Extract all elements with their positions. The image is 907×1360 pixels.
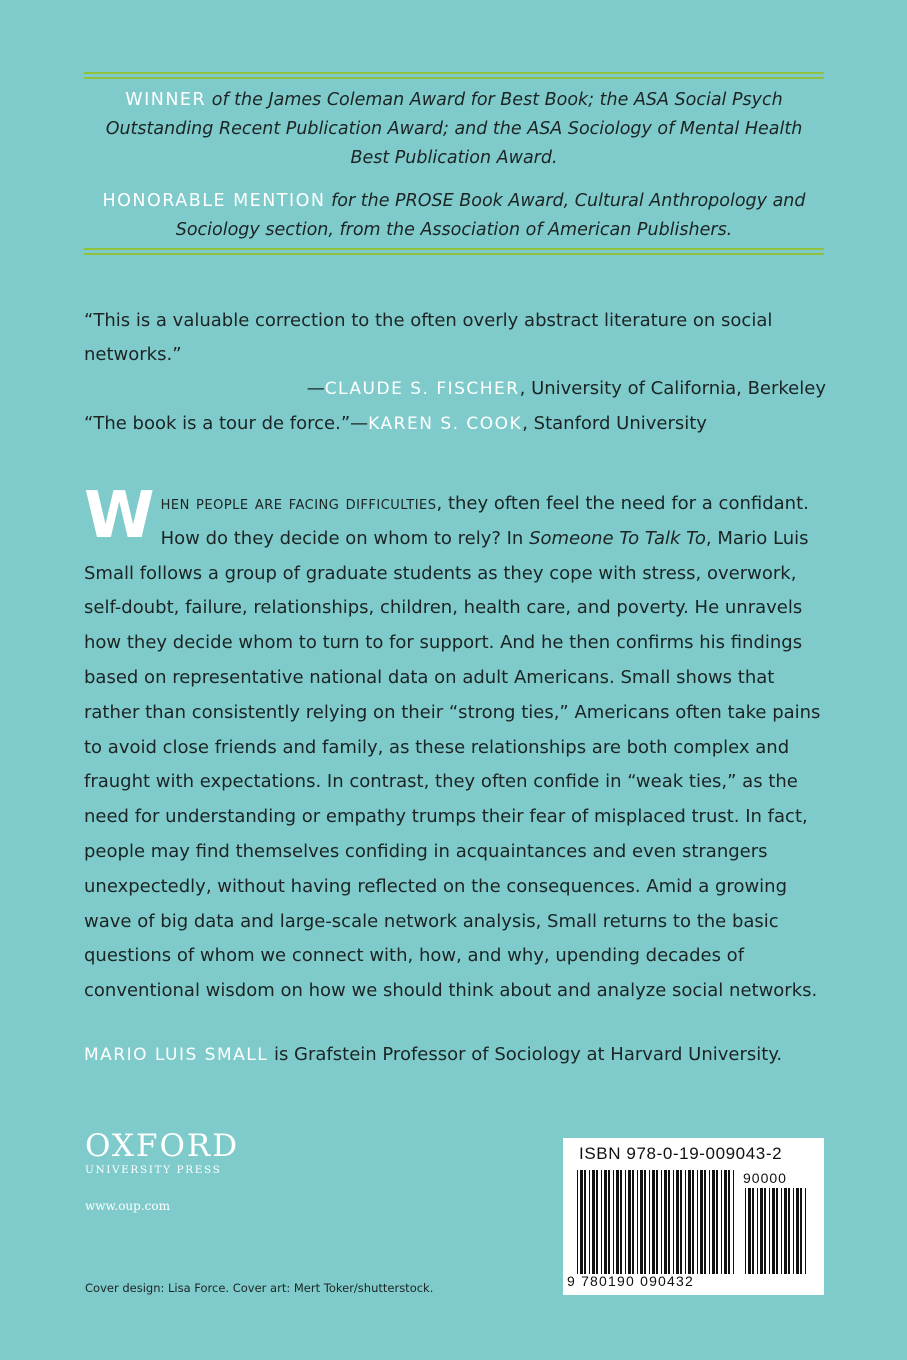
endorsement-attribution: —CLAUDE S. FISCHER, University of California, Berkeley [306,378,826,399]
honorable-mention-statement [84,187,824,245]
book-title: Someone To Talk To [529,527,706,549]
logo-wordmark: OXFORD [85,1128,240,1164]
barcode-digits: 9 780190 090432 [567,1273,694,1289]
author-bio-text: is Grafstein Professor of Sociology at Harvard University. [268,1044,783,1065]
oxford-logo [85,1130,239,1178]
mention-kicker: HONORABLE MENTION [102,191,326,211]
winner-statement [84,86,824,173]
isbn-label: ISBN 978-0-19-009043-2 [579,1144,783,1163]
cover-credit: Cover design: Lisa Force. Cover art: Mert Toker/shutterstock. [85,1281,434,1295]
endorser-name: CLAUDE S. FISCHER [324,379,520,399]
winner-text: of the James Coleman Award for Best Book; the ASA Social Psych Outstanding Recent Publication Award; and the ASA Sociology of Mental Health Best Publication Award. [105,90,803,168]
endorser-affiliation: , Stanford University [522,413,707,434]
endorsement-text: “The book is a tour de force.”— [84,413,369,434]
publisher-url: www.oup.com [85,1199,170,1213]
isbn-barcode [577,1170,737,1274]
lead-in: hen people are facing difficulties [160,493,437,514]
price-barcode [745,1188,809,1274]
logo-subtitle: UNIVERSITY PRESS [85,1164,222,1176]
author-bio [84,1038,826,1072]
awards-section [84,86,824,245]
endorsement-text: “This is a valuable correction to the often overly abstract literature on social networks.” [84,310,773,365]
endorsement-fischer [84,304,826,406]
endorser-affiliation: , University of California, Berkeley [519,378,826,399]
price-code: 90000 [743,1170,787,1186]
winner-kicker: WINNER [125,90,207,110]
endorsement-cook [84,407,826,441]
mention-text: for the PROSE Book Award, Cultural Anthropology and Sociology section, from the Association of American Publishers. [175,191,806,240]
endorser-name: KAREN S. COOK [368,414,523,434]
drop-cap: W [84,479,155,553]
book-description: When people are facing difficulties, they often feel the need for a confidant. How do they decide on whom to rely? In Someone To Talk To, Mario Luis Small follows a group of graduate students as they cope with stress, overwork, self-doubt, failure, relationships, children, health care, and poverty. He unravels how they decide whom to turn to for support. And he then confirms his findings based on representative national data on adult Americans. Small shows that rather than consistently relying on their “strong ties,” Americans often take pains to avoid close friends and family, as these relationships are both complex and fraught with expectations. In contrast, they often confide in “weak ties,” as the need for understanding or empathy trumps their fear of misplaced trust. In fact, people may find themselves confiding in acquaintances and even strangers unexpectedly, without having reflected on the consequences. Amid a growing wave of big data and large-scale network analysis, Small returns to the basic questions of whom we connect with, how, and why, upending decades of conventional wisdom on how we should think about and analyze social networks. [84,479,821,1002]
author-name: MARIO LUIS SMALL [84,1045,269,1065]
barcode-panel [563,1138,824,1295]
bottom-rule [84,248,824,257]
top-rule [84,72,824,81]
